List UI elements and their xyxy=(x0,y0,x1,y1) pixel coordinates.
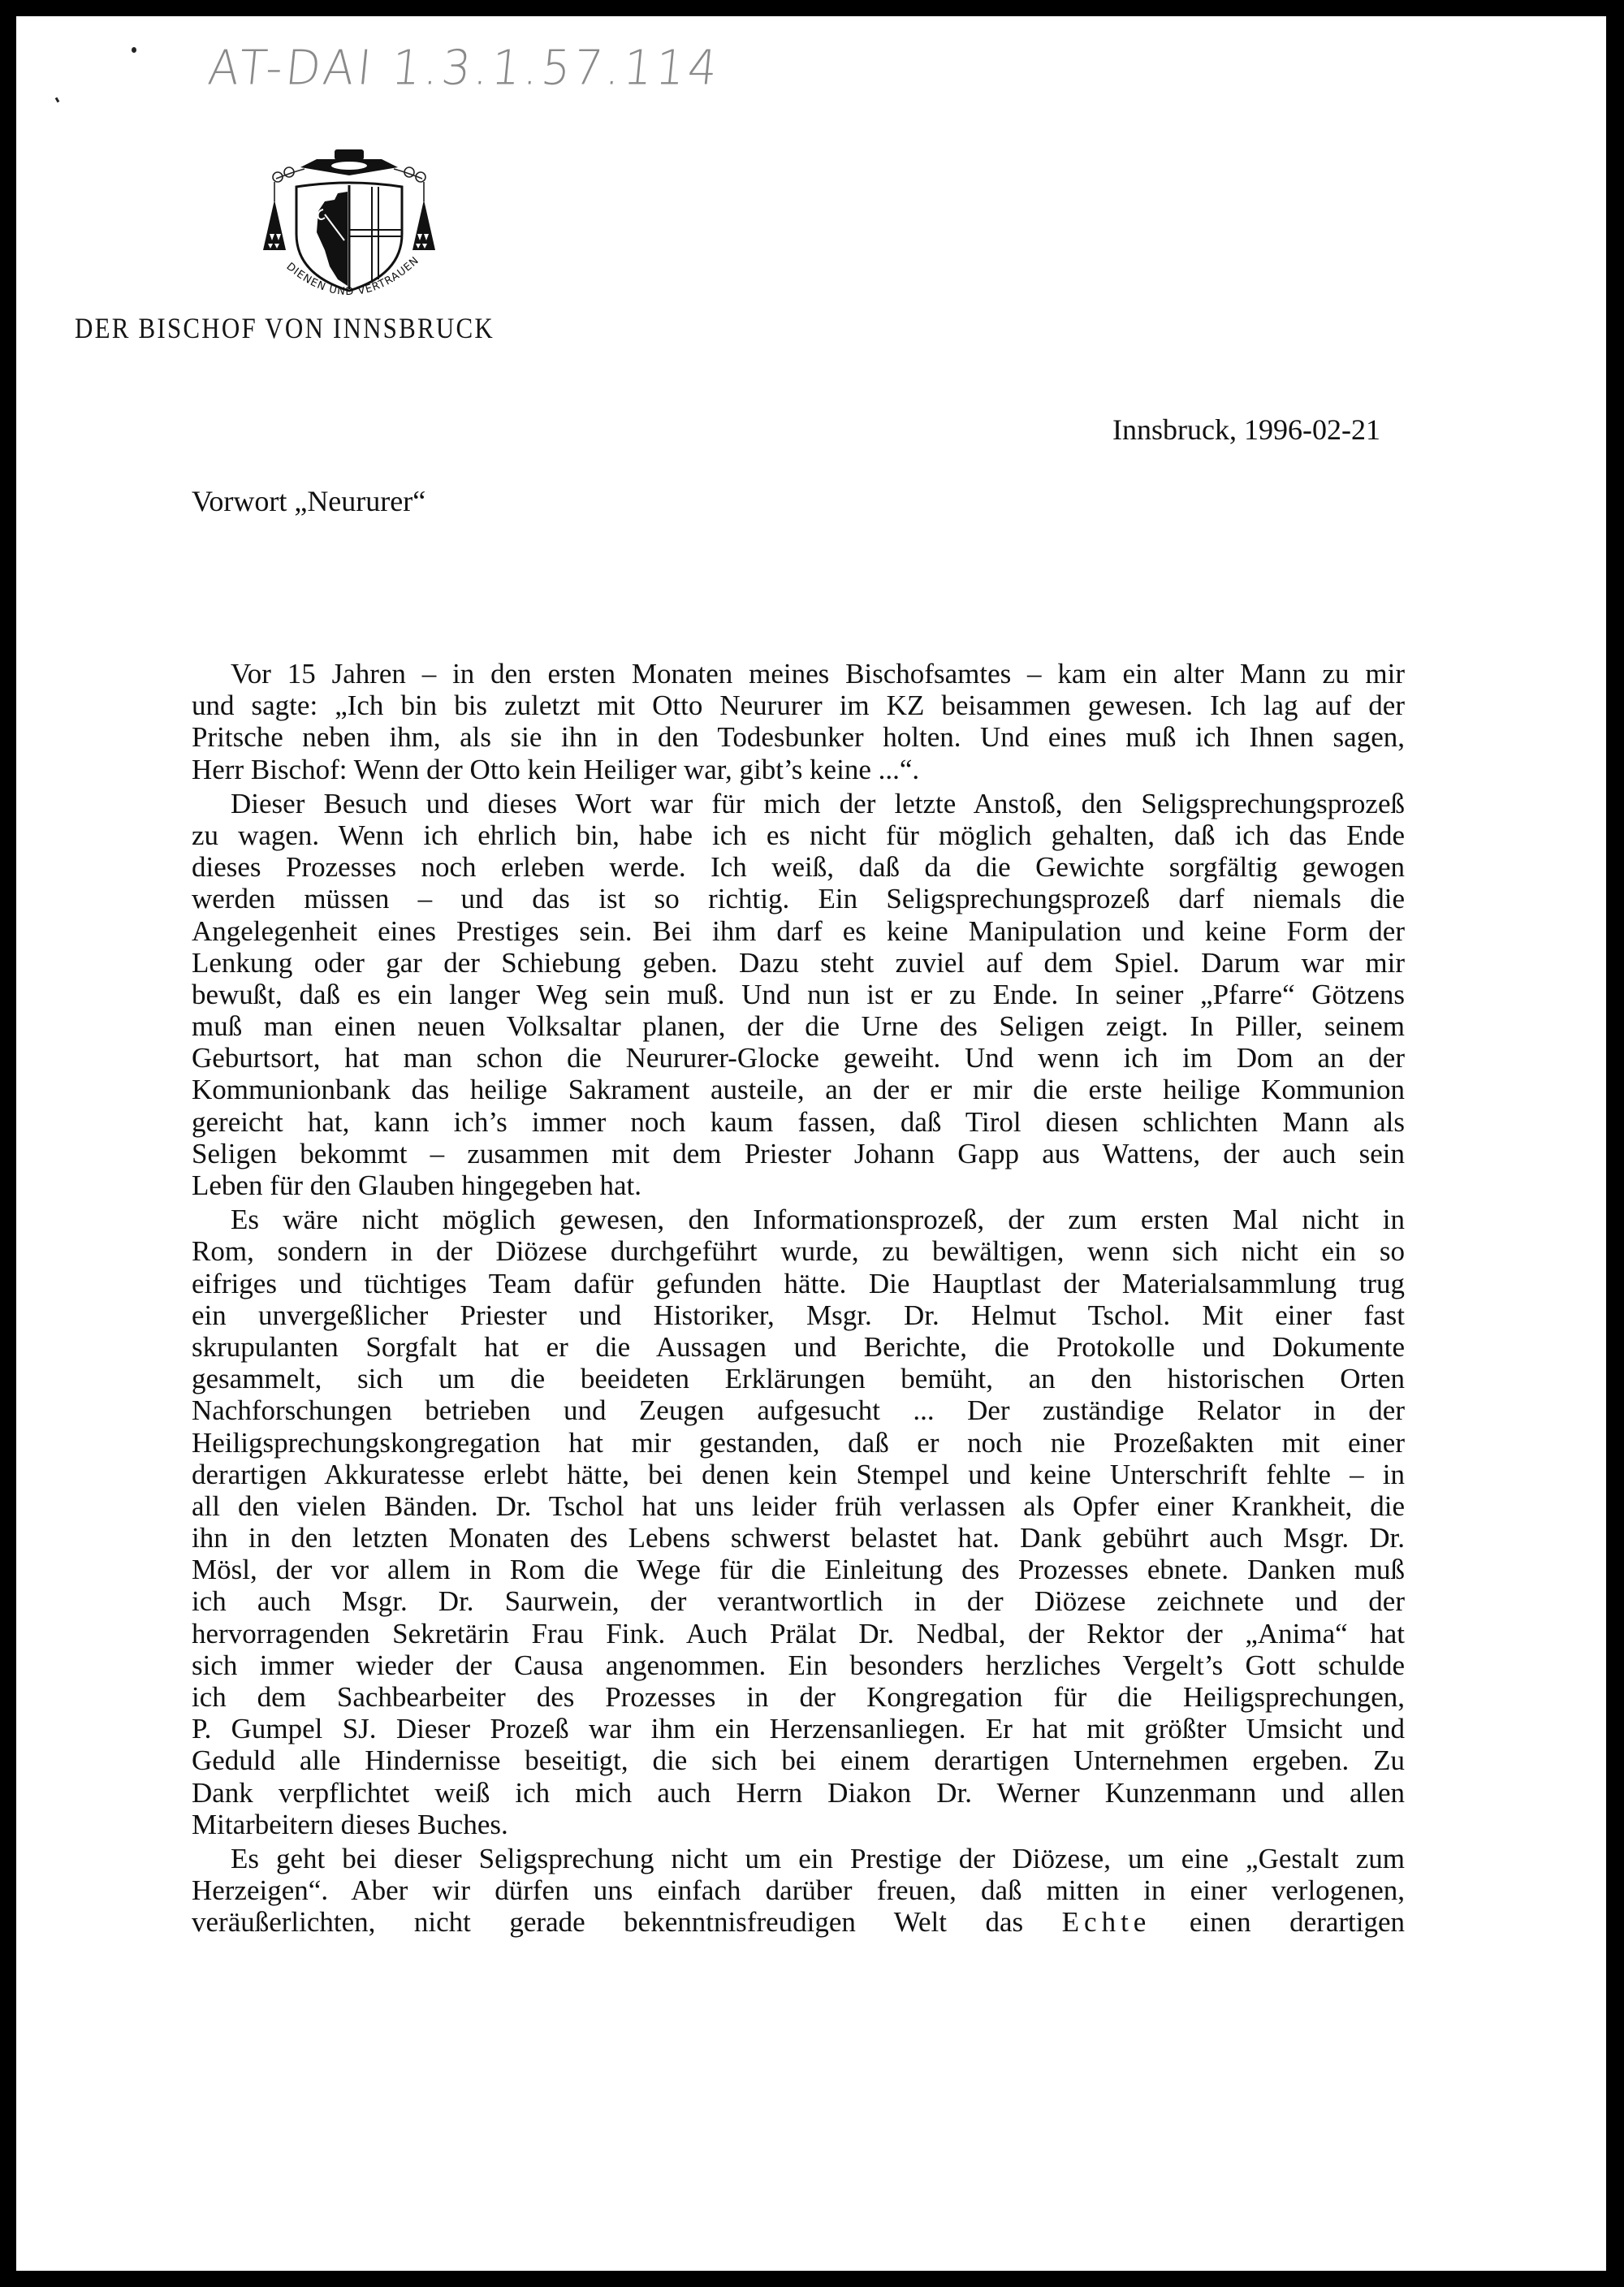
document-title: Vorwort „Neururer“ xyxy=(192,485,426,517)
text-line: gereicht hat, kann ich’s immer noch kaum fassen, daß Tirol diesen schlichten Mann als xyxy=(192,1105,1405,1138)
letterhead-sender: DER BISCHOF VON INNSBRUCK xyxy=(75,312,495,345)
text-line: Pritsche neben ihm, als sie ihn in den Todesbunker holten. Und eines muß ich Ihnen sagen, xyxy=(192,721,1405,754)
text-line: Kommunionbank das heilige Sakrament austeile, an der er mir die erste heilige Kommunion xyxy=(192,1074,1405,1106)
tassel-left xyxy=(263,200,286,250)
text-line: Es geht bei dieser Seligsprechung nicht um ein Prestige der Diözese, um eine „Gestalt zum xyxy=(231,1842,1405,1874)
text-line: Heiligsprechungskongregation hat mir gestanden, daß er noch nie Prozeßakten mit einer xyxy=(192,1426,1405,1459)
text-line: ich auch Msgr. Dr. Saurwein, der verantwortlich in der Diözese zeichnete und der xyxy=(192,1585,1405,1618)
text-line: all den vielen Bänden. Dr. Tschol hat uns leider früh verlassen als Opfer einer Krankheit, die xyxy=(192,1489,1405,1522)
text-line: bewußt, daß es ein langer Weg sein muß. Und nun ist er zu Ende. In seiner „Pfarre“ Götzens xyxy=(192,978,1405,1010)
paragraph xyxy=(192,658,1405,785)
text-line: Lenkung oder gar der Schiebung geben. Dazu steht zuviel auf dem Spiel. Darum war mir xyxy=(192,946,1405,979)
text-line: hervorragenden Sekretärin Frau Fink. Auch Prälat Dr. Nedbal, der Rektor der „Anima“ hat xyxy=(192,1617,1405,1649)
tassel-right xyxy=(412,200,435,250)
text-line: Mösl, der vor allem in Rom die Wege für die Einleitung des Prozesses ebnete. Danken muß xyxy=(192,1554,1405,1586)
text-line: P. Gumpel SJ. Dieser Prozeß war ihm ein Herzensanliegen. Er hat mit größter Umsicht und xyxy=(192,1713,1405,1745)
coat-of-arms-logo xyxy=(260,136,438,311)
text-line: ich dem Sachbearbeiter des Prozesses in der Kongregation für die Heiligsprechungen, xyxy=(192,1681,1405,1713)
text-line: Dank verpflichtet weiß ich mich auch Herrn Diakon Dr. Werner Kunzenmann und allen xyxy=(192,1776,1405,1809)
text-line: zu wagen. Wenn ich ehrlich bin, habe ich es nicht für möglich gehalten, daß ich das Ende xyxy=(192,819,1405,851)
text-line: Vor 15 Jahren – in den ersten Monaten meines Bischofsamtes – kam ein alter Mann zu mir xyxy=(231,658,1405,690)
paragraph xyxy=(192,788,1405,1201)
text-line: Herzeigen“. Aber wir dürfen uns einfach darüber freuen, daß mitten in einer verlogenen, xyxy=(192,1874,1405,1907)
text-line: Geburtsort, hat man schon die Neururer-Glocke geweiht. Und wenn ich im Dom an der xyxy=(192,1042,1405,1074)
text-fragment: veräußerlichten, nicht gerade bekenntnisfreudigen Welt das xyxy=(192,1906,1024,1939)
archive-signature-handwritten: AT-DAI 1.3.1.57.114 xyxy=(205,41,723,97)
text-line: skrupulanten Sorgfalt hat er die Aussagen und Berichte, die Protokolle und Dokumente xyxy=(192,1330,1405,1363)
text-line: ihn in den letzten Monaten des Lebens schwerst belastet hat. Dank gebührt auch Msgr. Dr. xyxy=(192,1522,1405,1554)
text-line: Leben für den Glauben hingegeben hat. xyxy=(192,1169,641,1201)
text-line: Nachforschungen betrieben und Zeugen aufgesucht ... Der zuständige Relator in der xyxy=(192,1394,1405,1427)
letter-body xyxy=(192,658,1405,1941)
text-line: ein unvergeßlicher Priester und Historiker, Msgr. Dr. Helmut Tschol. Mit einer fast xyxy=(192,1299,1405,1331)
text-line: derartigen Akkuratesse erlebt hätte, bei denen kein Stempel und keine Unterschrift fehlte – in xyxy=(192,1458,1405,1490)
text-fragment: einen derartigen xyxy=(1189,1906,1406,1939)
text-line: muß man einen neuen Volksaltar planen, der die Urne des Seligen zeigt. In Piller, seinem xyxy=(192,1010,1405,1043)
text-line: eifriges und tüchtiges Team dafür gefunden hätte. Die Hauptlast der Materialsammlung trug xyxy=(192,1267,1405,1299)
galero-hat-icon xyxy=(300,149,398,175)
text-line: Seligen bekommt – zusammen mit dem Priester Johann Gapp aus Wattens, der auch sein xyxy=(192,1137,1405,1169)
text-line: Mitarbeitern dieses Buches. xyxy=(192,1808,508,1840)
text-line: dieses Prozesses noch erleben werde. Ich weiß, daß da die Gewichte sorgfältig gewogen xyxy=(192,851,1405,884)
text-line: werden müssen – und das ist so richtig. Ein Seligsprechungsprozeß darf niemals die xyxy=(192,883,1405,915)
paragraph xyxy=(192,1843,1405,1939)
scan-speck xyxy=(132,47,136,53)
scan-speck xyxy=(55,97,60,103)
text-line: und sagte: „Ich bin bis zuletzt mit Otto Neururer im KZ beisammen gewesen. Ich lag auf der xyxy=(192,690,1405,722)
crest-motto: DIENEN UND VERTRAUEN xyxy=(283,254,422,299)
paragraph xyxy=(192,1204,1405,1840)
text-line: Geduld alle Hindernisse beseitigt, die sich bei einem derartigen Unternehmen ergeben. Zu xyxy=(192,1744,1405,1777)
text-line: Dieser Besuch und dieses Wort war für mich der letzte Anstoß, den Seligsprechungsprozeß xyxy=(231,787,1405,819)
document-page xyxy=(16,16,1606,2271)
text-line: Rom, sondern in der Diözese durchgeführt wurde, zu bewältigen, wenn sich nicht ein so xyxy=(192,1235,1405,1268)
text-line: Es wäre nicht möglich gewesen, den Informationsprozeß, der zum ersten Mal nicht in xyxy=(231,1204,1405,1236)
emphasized-word: Echte xyxy=(1061,1906,1151,1939)
text-line xyxy=(192,1906,1405,1938)
text-line: Angelegenheit eines Prestiges sein. Bei ihm darf es keine Manipulation und keine Form der xyxy=(192,914,1405,947)
place-and-date: Innsbruck, 1996-02-21 xyxy=(1112,413,1380,446)
text-line: gesammelt, sich um die beeideten Erklärungen bemüht, an den historischen Orten xyxy=(192,1363,1405,1395)
text-line: Herr Bischof: Wenn der Otto kein Heiliger war, gibt’s keine ...“. xyxy=(192,753,920,785)
text-line: sich immer wieder der Causa angenommen. Ein besonders herzliches Vergelt’s Gott schulde xyxy=(192,1649,1405,1681)
shield xyxy=(296,183,402,291)
